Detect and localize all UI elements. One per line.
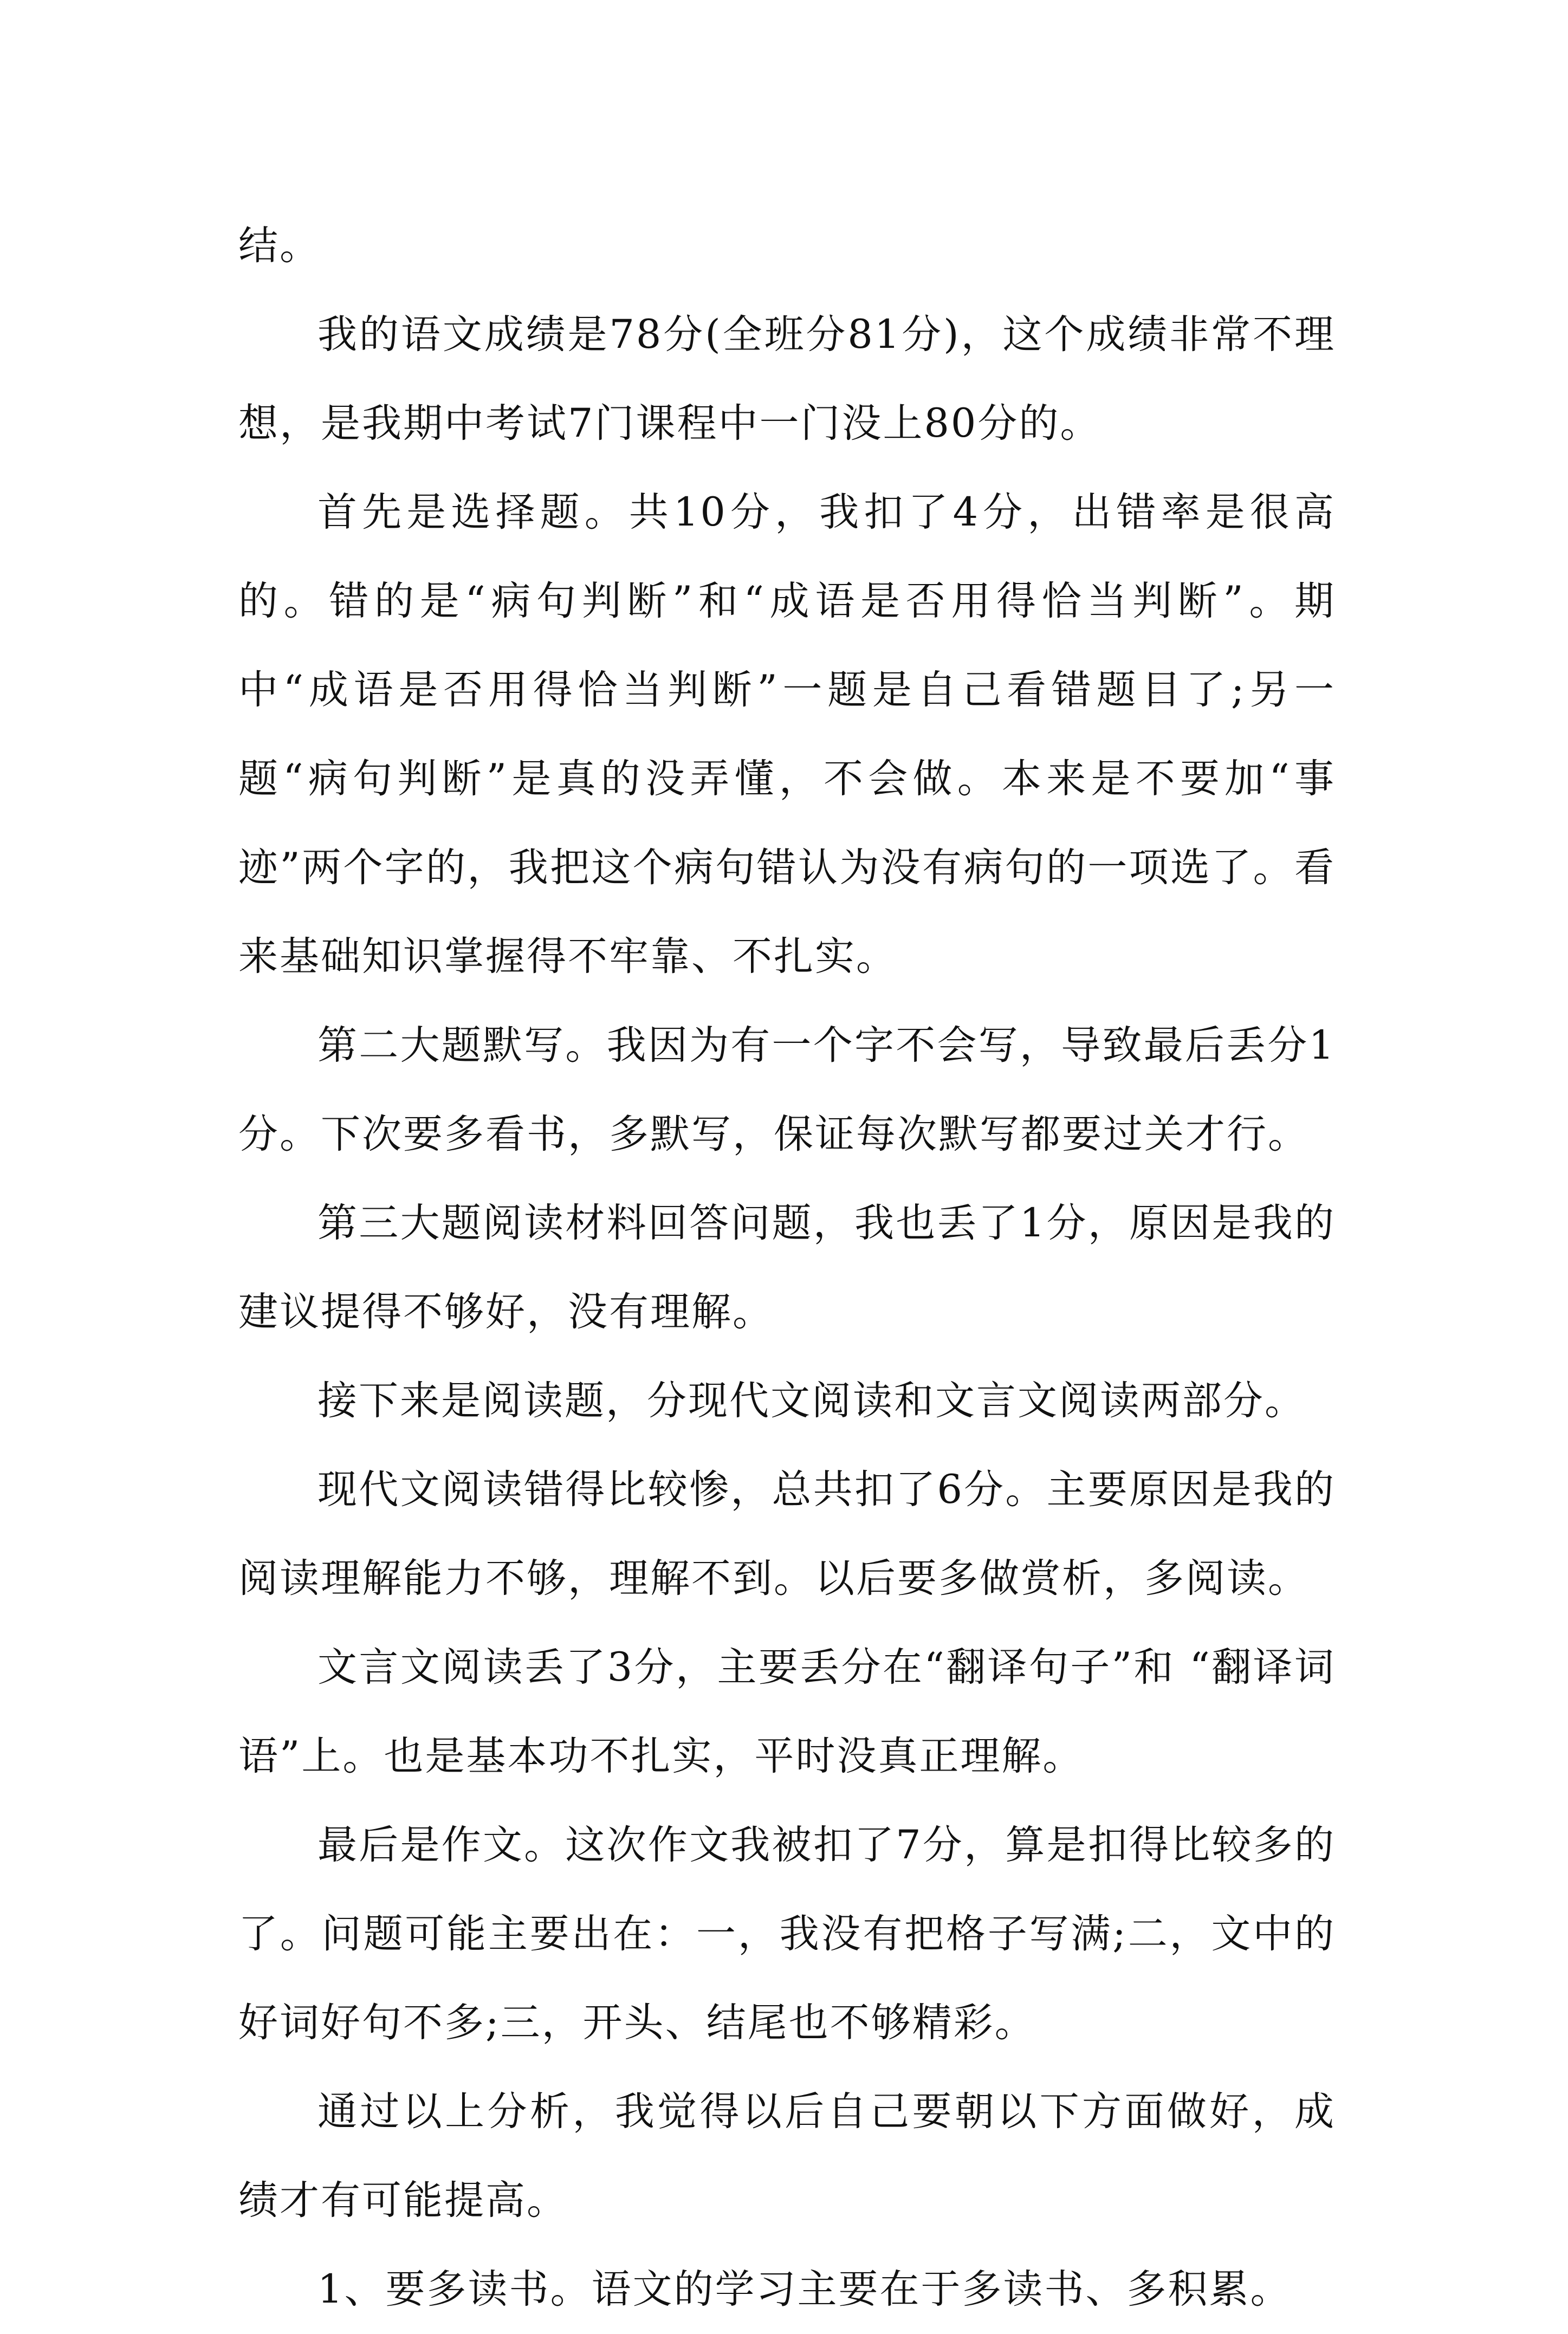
paragraph-modern-reading: 现代文阅读错得比较惨，总共扣了6分。主要原因是我的阅读理解能力不够，理解不到。以后要多做赏析，多阅读。	[238, 1467, 1336, 1602]
paragraph-classical-reading: 文言文阅读丢了3分，主要丢分在“翻译句子”和 “翻译词语”上。也是基本功不扎实，平时没真正理解。	[238, 1644, 1336, 1779]
paragraph-analysis-summary: 通过以上分析，我觉得以后自己要朝以下方面做好，成绩才有可能提高。	[238, 2089, 1336, 2223]
paragraph-reading-intro: 接下来是阅读题，分现代文阅读和文言文阅读两部分。	[318, 1378, 1306, 1424]
paragraph-chinese-score: 我的语文成绩是78分(全班分81分)，这个成绩非常不理想，是我期中考试7门课程中一门没上80分的。	[238, 312, 1336, 446]
paragraph-multiple-choice: 首先是选择题。共10分，我扣了4分，出错率是很高的。错的是“病句判断”和“成语是否用得恰当判断”。期中“成语是否用得恰当判断”一题是自己看错题目了;另一题“病句判断”是真的没弄懂，不会做。本来是不要加“事迹”两个字的，我把这个病句错认为没有病句的一项选了。看来基础知识掌握得不牢靠、不扎实。	[238, 489, 1336, 980]
paragraph-reading-material: 第三大题阅读材料回答问题，我也丢了1分，原因是我的建议提得不够好，没有理解。	[238, 1200, 1336, 1335]
paragraph-composition: 最后是作文。这次作文我被扣了7分，算是扣得比较多的了。问题可能主要出在：一，我没有把格子写满;二，文中的好词好句不多;三，开头、结尾也不够精彩。	[238, 1822, 1336, 2046]
paragraph-dictation: 第二大题默写。我因为有一个字不会写，导致最后丢分1分。下次要多看书，多默写，保证每次默写都要过关才行。	[238, 1022, 1336, 1157]
paragraph-continuation: 结。	[238, 223, 321, 269]
body-text	[238, 202, 1336, 2334]
paragraph-point-one: 1、要多读书。语文的学习主要在于多读书、多积累。	[318, 2266, 1292, 2312]
